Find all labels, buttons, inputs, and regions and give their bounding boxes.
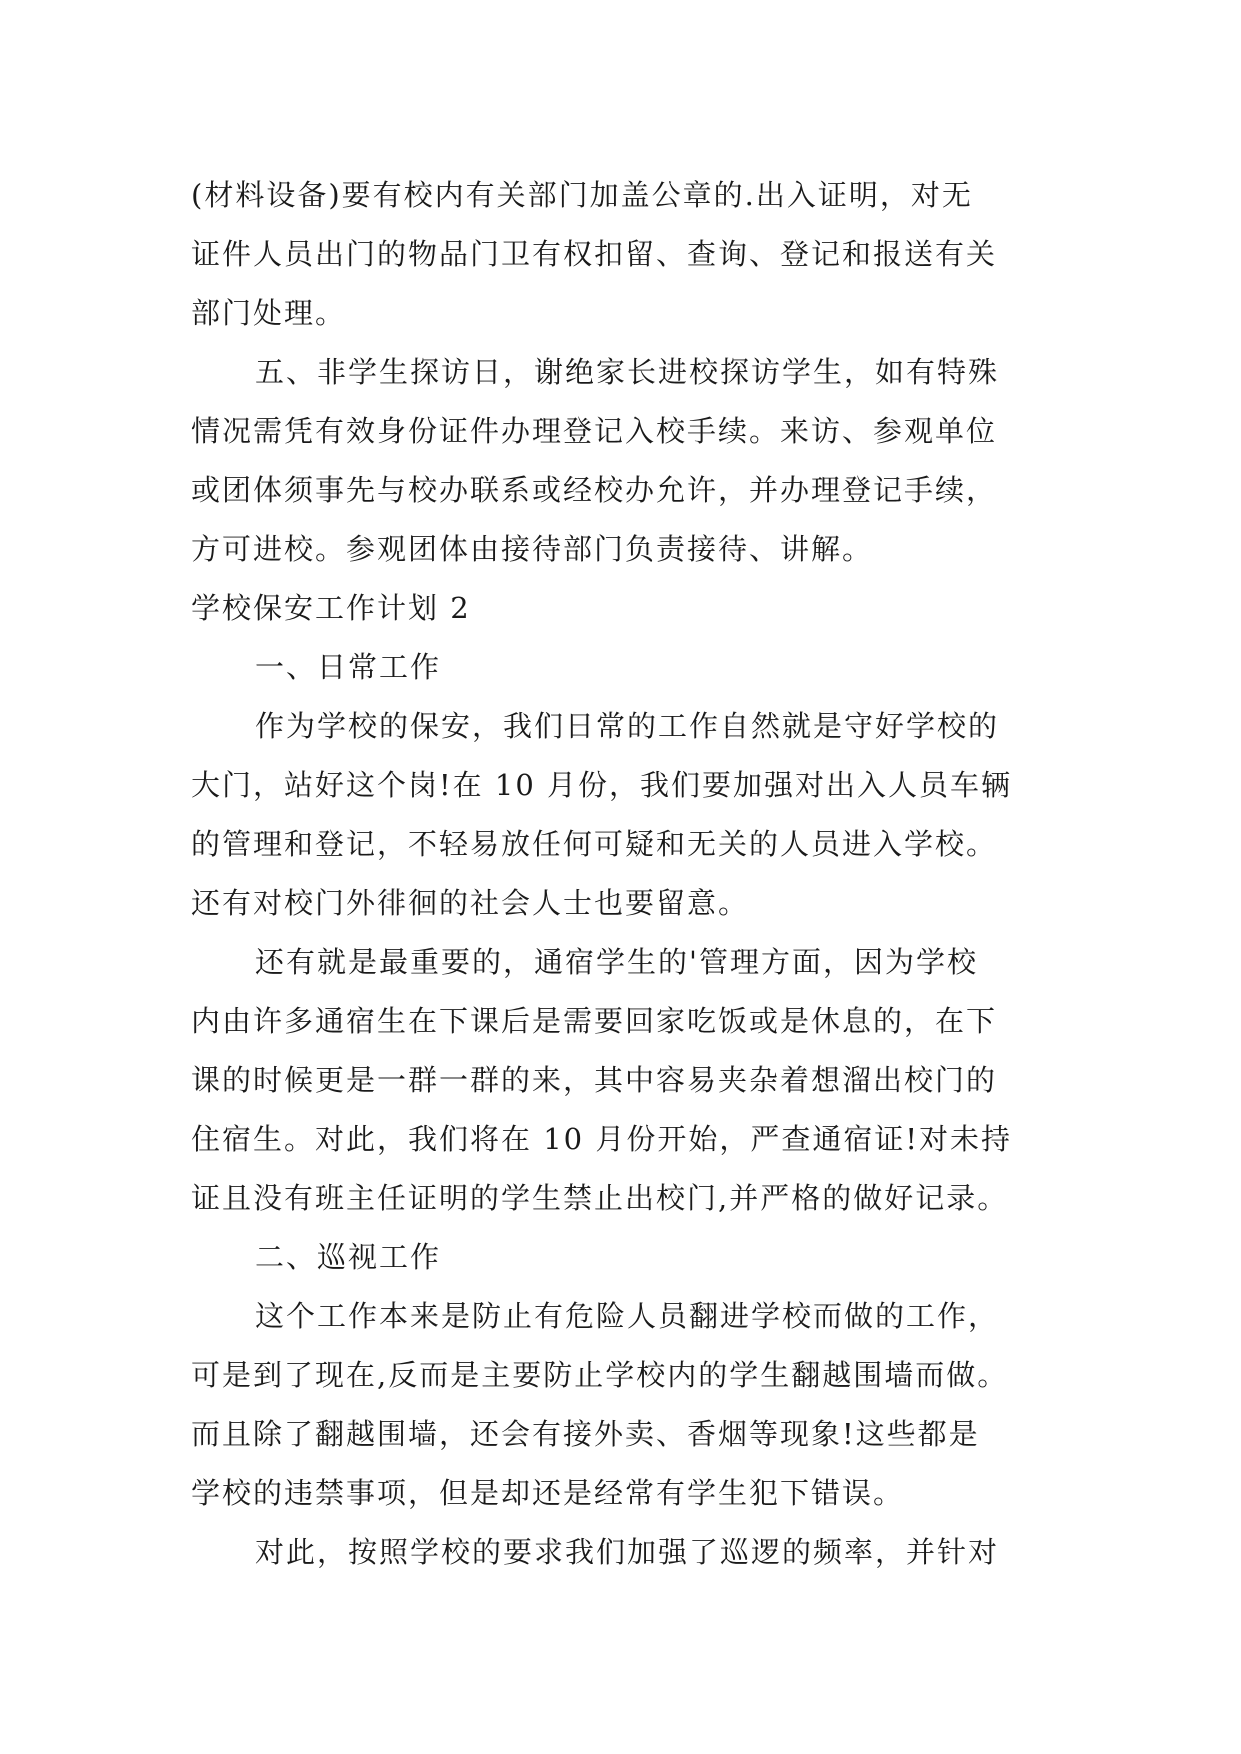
text-line: 这个工作本来是防止有危险人员翻进学校而做的工作， bbox=[255, 1299, 1000, 1333]
subsection-heading: 二、巡视工作 bbox=[255, 1240, 442, 1274]
text-line: 方可进校。参观团体由接待部门负责接待、讲解。 bbox=[191, 532, 874, 566]
text-line: 还有对校门外徘徊的社会人士也要留意。 bbox=[191, 886, 750, 920]
text-line: 或团体须事先与校办联系或经校办允许，并办理登记手续， bbox=[191, 473, 998, 507]
text-line: 学校的违禁事项，但是却还是经常有学生犯下错误。 bbox=[191, 1476, 905, 1510]
document-body bbox=[191, 166, 1071, 1582]
text-line: (材料设备)要有校内有关部门加盖公章的.出入证明，对无 bbox=[191, 178, 973, 212]
text-line: 内由许多通宿生在下课后是需要回家吃饭或是休息的，在下 bbox=[191, 1004, 998, 1038]
text-line: 情况需凭有效身份证件办理登记入校手续。来访、参观单位 bbox=[191, 414, 998, 448]
section-heading: 学校保安工作计划 2 bbox=[191, 591, 471, 625]
text-line: 证且没有班主任证明的学生禁止出校门,并严格的做好记录。 bbox=[191, 1181, 1009, 1215]
text-line: 的管理和登记，不轻易放任何可疑和无关的人员进入学校。 bbox=[191, 827, 998, 861]
text-line: 证件人员出门的物品门卫有权扣留、查询、登记和报送有关 bbox=[191, 237, 998, 271]
text-line: 大门，站好这个岗!在 10 月份，我们要加强对出入人员车辆 bbox=[191, 768, 1012, 802]
text-line: 课的时候更是一群一群的来，其中容易夹杂着想溜出校门的 bbox=[191, 1063, 998, 1097]
subsection-heading: 一、日常工作 bbox=[255, 650, 442, 684]
text-line: 住宿生。对此，我们将在 10 月份开始，严查通宿证!对未持 bbox=[191, 1122, 1012, 1156]
text-line: 五、非学生探访日，谢绝家长进校探访学生，如有特殊 bbox=[255, 355, 1000, 389]
text-line: 而且除了翻越围墙，还会有接外卖、香烟等现象!这些都是 bbox=[191, 1417, 980, 1451]
text-line: 作为学校的保安，我们日常的工作自然就是守好学校的 bbox=[255, 709, 1000, 743]
text-line: 可是到了现在,反而是主要防止学校内的学生翻越围墙而做。 bbox=[191, 1358, 1009, 1392]
text-line: 还有就是最重要的，通宿学生的'管理方面，因为学校 bbox=[255, 945, 978, 979]
text-line: 部门处理。 bbox=[191, 296, 347, 330]
text-line: 对此，按照学校的要求我们加强了巡逻的频率，并针对 bbox=[255, 1535, 1000, 1569]
